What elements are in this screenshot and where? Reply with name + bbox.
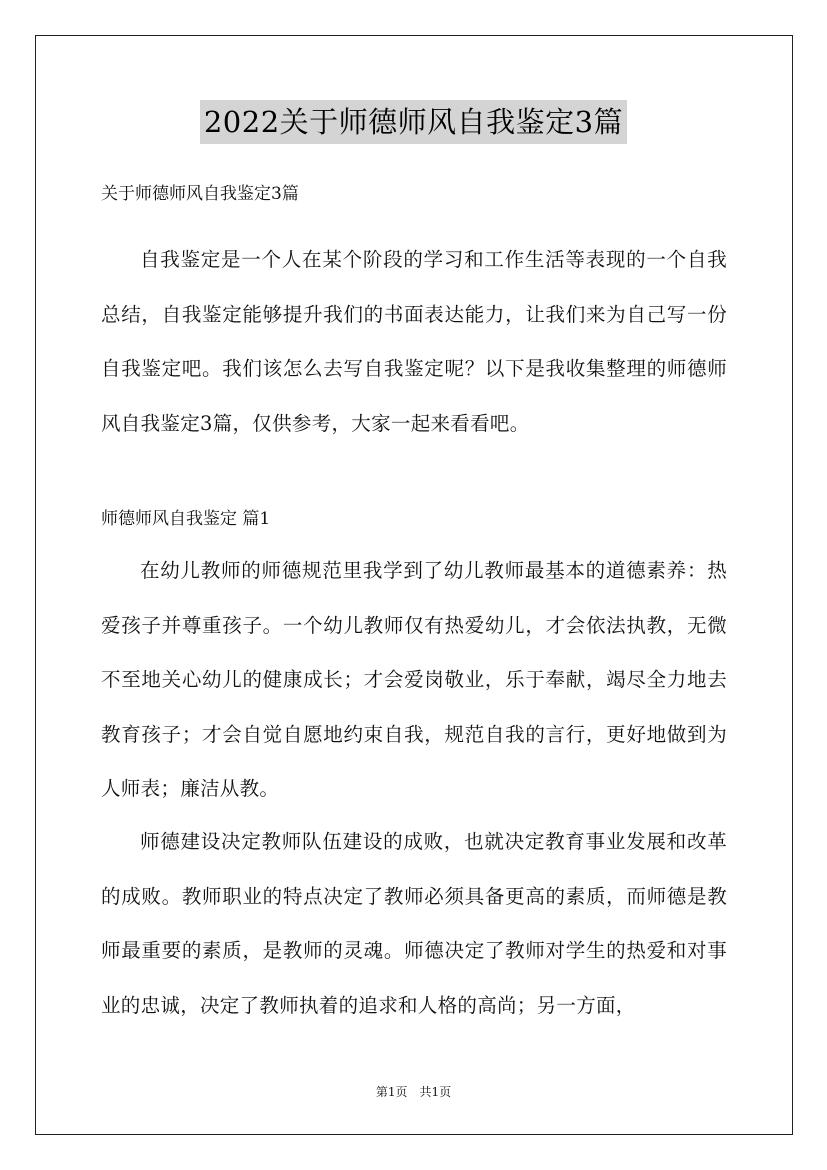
section1-paragraph-1: 在幼儿教师的师德规范里我学到了幼儿教师最基本的道德素养：热爱孩子并尊重孩子。一个幼儿教师仅有热爱幼儿，才会依法执教，无微不至地关心幼儿的健康成长；才会爱岗敬业，乐于奉献，竭尽全力地去教育孩子；才会自觉自愿地约束自我，规范自我的言行，更好地做到为人师表；廉洁从教。 [101, 559, 727, 800]
intro-paragraph: 自我鉴定是一个人在某个阶段的学习和工作生活等表现的一个自我总结，自我鉴定能够提升我们的书面表达能力，让我们来为自己写一份自我鉴定吧。我们该怎么去写自我鉴定呢？以下是我收集整理的师德师风自我鉴定3篇，仅供参考，大家一起来看看吧。 [101, 248, 727, 435]
section-heading-1: 师德师风自我鉴定 篇1 [101, 509, 271, 529]
page-footer: 第1页 共1页 [375, 1085, 452, 1099]
section1-paragraph-2: 师德建设决定教师队伍建设的成败，也就决定教育事业发展和改革的成败。教师职业的特点决定了教师必须具备更高的素质，而师德是教师最重要的素质，是教师的灵魂。师德决定了教师对学生的热爱和对事业的忠诚，决定了教师执着的追求和人格的高尚；另一方面， [101, 830, 727, 1017]
title-container [0, 100, 827, 144]
document-subtitle: 关于师德师风自我鉴定3篇 [101, 184, 299, 204]
document-title: 2022关于师德师风自我鉴定3篇 [200, 100, 627, 144]
